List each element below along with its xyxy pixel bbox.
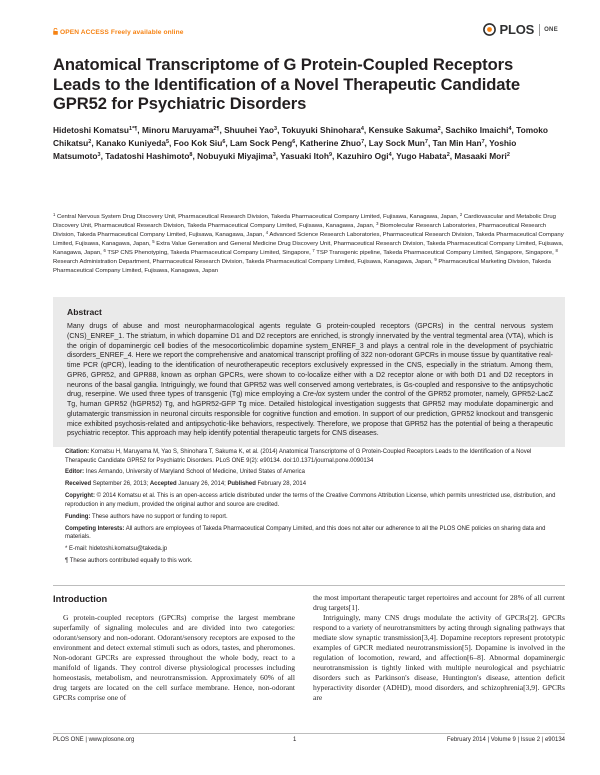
intro-right-column: [313, 593, 565, 704]
affiliation: [103, 250, 310, 256]
author-name: [337, 151, 392, 161]
author-list: Hidetoshi Komatsu$^{1*\P}$, Minoru Maruyama$^{2\P}$, Shuuhei Yao$^3$, Tokuyuki Shinohara$^4$, Kensuke Sakuma$^2$, Sachiko Imaichi$^4$, Tomoko Chikatsu$^2$, Kanako Kuniyeda$^5$, Foo Kok Siu$^6$, Lam Sock Peng$^6$, Katherine Zhuo$^7$, Lay Sock Mun$^7$, Tan Min Han$^7$, Yoshio Matsumoto$^3$, Tadatoshi Hashimoto$^8$, Nobuyuki Miyajima$^3$, Yasuaki Itoh$^9$, Kazuhiro Ogi$^4$, Yugo Habata$^2$, Masaaki Mori$^2$: [53, 125, 548, 162]
author-name: [369, 138, 428, 148]
footer-issue: Issue 2: [520, 737, 541, 743]
competing-text: All authors are employees of Takeda Pharmaceutical Company Limited, and this does not alter our adherence to all the PLOS ONE policies on sharing data and materials.: [65, 525, 546, 541]
footer-volume: Volume 9: [490, 737, 516, 743]
received-label: Received: [65, 481, 92, 488]
article-title: Anatomical Transcriptome of G Protein-Coupled Receptors Leads to the Identification of a Novel Therapeutic Candidate GPR52 for Psychiatric Disorders: [53, 55, 520, 113]
affiliation: [312, 250, 553, 256]
author-affiliation-mark: 3: [97, 152, 101, 159]
author-name-text: Yasuaki Itoh: [280, 151, 329, 162]
author-name-text: Yugo Habata: [396, 151, 447, 162]
author-name: [230, 138, 295, 148]
author-name: [280, 151, 332, 161]
footer-journal-url: PLOS ONE | www.plosone.org: [53, 737, 135, 743]
author-name-text: Minoru Maruyama: [141, 125, 214, 135]
accepted-date: January 26, 2014;: [178, 481, 226, 488]
author-name-text: Yoshio Matsumoto: [53, 138, 517, 162]
author-name-text: Kazuhiro Ogi: [336, 151, 389, 162]
author-affiliation-mark: 3: [272, 152, 276, 159]
affiliation-number: 4: [265, 230, 269, 235]
author-name-text: Lam Sock Peng: [230, 138, 293, 149]
copyright-label: Copyright:: [65, 493, 96, 500]
abstract-part-2: system under the control of the GPR52 promoter, namely, GPR52-LacZ Tg, human GPR52 (hGPR52) Tg, and hGPR52-GFP Tg mice. Detailed histological investigation suggests that GPR52 may modulate dopaminergic and glutamatergic transmission in neuronal circuits responsible for cognitive function and emotion. In support of our prediction, GPR52 knockout and transgenic mice exhibited psychosis-related and antipsychotic-like behaviors, respectively. Therefore, we propose that GPR52 has the potential of being a therapeutic psychiatric receptor. This approach may help identify potential therapeutic targets for CNS diseases.: [67, 391, 553, 438]
author-affiliation-mark: 2: [506, 152, 510, 159]
author-name: [300, 138, 364, 148]
affiliation-number: 1: [53, 212, 56, 217]
affiliation-number: 8: [555, 248, 558, 253]
affiliation-text: Extra Value Generation and General Medicine Drug Discovery Unit, Pharmaceutical Research Division, Takeda Pharmaceutical Company Limited, Fujisawa, Kanagawa, Japan,: [53, 241, 564, 256]
editor: [65, 468, 563, 477]
corresponding-email[interactable]: * E-mail: hidetoshi.komatsu@takeda.jp: [65, 546, 168, 553]
author-name-text: Lay Sock Mun: [368, 138, 425, 149]
plos-one-logo: [483, 22, 558, 37]
author-name: [53, 125, 137, 135]
author-name-text: Hidetoshi Komatsu: [53, 125, 130, 135]
author-affiliation-mark: 2¶: [213, 126, 220, 132]
author-name: [197, 151, 276, 161]
citation-text: Komatsu H, Maruyama M, Yao S, Shinohara T, Sakuma K, et al. (2014) Anatomical Transcriptome of G Protein-Coupled Receptors Leads to the Identification of a Novel Therapeutic Candidate GPR52 for Psychiatric Disorders. PLoS ONE 9(2): e90134. doi:10.1371/journal.pone.0090134: [65, 449, 532, 464]
abstract-box: [53, 297, 565, 447]
intro-paragraph-2: Intriguingly, many CNS drugs modulate the activity of GPCRs[2]. GPCRs respond to a variety of neurotransmitters by acting through signaling pathways that mediate slow synaptic transmission[3,4]. Dopamine receptors represent prototypic examples of GPCR mediated neurotransmission[5]. Dopamine is involved in the regulation of locomotion, reward, and affection[6–8]. Abnormal dopaminergic neurotransmission is tightly linked with multiple neurological and psychiatric disorders such as Parkinson's disease, Huntington's disease, attention deficit hyperactivity disorder (ADHD), mood disorders, and schizophrenia[3,9]. GPCRs are: [313, 613, 565, 703]
author-affiliation-mark: 2: [437, 126, 441, 132]
author-affiliation-mark: 2: [88, 139, 92, 146]
affiliation-number: 9: [434, 257, 437, 262]
affiliation: [53, 214, 458, 220]
author-affiliation-mark: 4: [508, 126, 512, 132]
author-name: [282, 125, 364, 135]
author-name: [445, 125, 511, 135]
affiliation-number: 6: [103, 248, 106, 253]
author-name: [369, 125, 441, 135]
footer-journal: PLOS ONE: [53, 737, 84, 743]
author-name-text: Tan Min Han: [432, 138, 482, 149]
introduction-heading: Introduction: [53, 594, 108, 604]
cre-lox-term: Cre-lox: [302, 391, 326, 399]
affiliation-number: 5: [152, 239, 155, 244]
editor-text: Ines Armando, University of Maryland School of Medicine, United States of America: [85, 469, 305, 476]
equal-contribution-note: ¶ These authors contributed equally to this work.: [65, 558, 193, 565]
author-name-text: Tokuyuki Shinohara: [281, 125, 361, 135]
author-affiliation-mark: 7: [361, 139, 365, 146]
plos-logo-text: PLOS: [499, 22, 535, 37]
author-affiliation-mark: 2: [446, 152, 450, 159]
intro-left-column: [53, 613, 295, 703]
author-name-text: Shuuhei Yao: [224, 125, 275, 135]
footer-divider: [53, 733, 565, 734]
author-affiliation-mark: 7: [481, 139, 485, 146]
affiliation-text: TSP Transgenic pipeline, Takeda Pharmaceutical Company Limited, Singapore, Singapore,: [314, 250, 554, 256]
author-name: [454, 151, 509, 161]
intro-paragraph-1: G protein-coupled receptors (GPCRs) comprise the largest membrane superfamily of signaling molecules and are divided into two categories: odorant/sensory and non-odorant. Odorant/sensory receptors are exposed to the environment and detect external stimuli such as odors, tastes, and pheromones. Non-odorant GPCRs are expressed throughout the whole body, react to a manifold of ligands. They control diverse physiological processes including homeostasis, metabolism, and neurotransmission. Approximately 60% of all drug targets are located on the cell surface membrane. Hence, non-odorant GPCRs comprise one of: [53, 613, 295, 703]
author-name: [433, 138, 485, 148]
author-affiliation-mark: 5: [165, 139, 170, 146]
author-affiliation-mark: 1*¶: [129, 126, 138, 132]
author-name: [174, 138, 226, 148]
author-affiliation-mark: 4: [388, 152, 392, 159]
funding-text: These authors have no support or funding to report.: [91, 513, 228, 520]
copyright-text: © 2014 Komatsu et al. This is an open-access article distributed under the terms of the Creative Commons Attribution License, which permits unrestricted use, distribution, and reproduction in any medium, provided the original author and source are credited.: [65, 493, 556, 508]
competing-label: Competing Interests:: [65, 525, 125, 532]
author-name-text: Kanako Kuniyeda: [95, 138, 166, 149]
section-divider: [53, 585, 565, 586]
article-metadata: [65, 448, 563, 569]
affiliation-text: Advanced Science Research Laboratories, Pharmaceutical Research Division, Takeda Pharmaceutical Company Limited, Fujisawa, Kanagawa, Japan,: [53, 232, 564, 247]
affiliation-list: [53, 213, 565, 276]
affiliation-number: 3: [376, 221, 379, 226]
published-label: Published: [227, 481, 256, 488]
affiliation-text: Central Nervous System Drug Discovery Unit, Pharmaceutical Research Division, Takeda Pharmaceutical Company Limited, Fujisawa, Kanagawa, Japan,: [55, 214, 459, 220]
open-label: OPEN: [60, 29, 80, 36]
copyright: [65, 492, 563, 509]
affiliation-number: 7: [312, 248, 315, 253]
published-date: February 28, 2014: [257, 481, 307, 488]
affiliation-text: Biomolecular Research Laboratories, Pharmaceutical Research Division, Takeda Pharmaceutical Company Limited, Fujisawa, Kanagawa, Japan,: [53, 223, 547, 238]
dates: [65, 480, 563, 489]
author-affiliation-mark: 8: [189, 152, 193, 159]
author-name-text: Tadatoshi Hashimoto: [105, 151, 190, 162]
access-label: ACCESS: [80, 29, 109, 36]
footer-url[interactable]: www.plosone.org: [88, 737, 135, 743]
footer-issue-info: February 2014 | Volume 9 | Issue 2 | e90134: [446, 737, 565, 743]
intro-paragraph-continued: the most important therapeutic target repertoires and account for 28% of all current drug targets[1].: [313, 593, 565, 613]
author-name-text: Nobuyuki Miyajima: [197, 151, 273, 162]
citation-label: Citation:: [65, 449, 90, 455]
plos-logo-mark-icon: [483, 23, 496, 36]
author-affiliation-mark: 9: [328, 152, 333, 159]
abstract-text: [67, 322, 553, 439]
citation: [65, 448, 563, 465]
received-date: September 26, 2013;: [92, 481, 149, 488]
funding-label: Funding:: [65, 513, 91, 520]
affiliation-number: 2: [459, 212, 463, 217]
affiliation-text: Research Administration Department, Pharmaceutical Research Division, Takeda Pharmaceutical Company Limited, Fujisawa, Kanagawa, Japan,: [53, 259, 433, 265]
author-name: [142, 125, 220, 135]
author-name: [396, 151, 450, 161]
author-name-text: Sachiko Imaichi: [445, 125, 509, 135]
author-name-text: Foo Kok Siu: [173, 138, 223, 149]
affiliation-text: TSP CNS Phenotyping, Takeda Pharmaceutical Company Limited, Singapore,: [105, 250, 311, 256]
author-affiliation-mark: 3: [274, 126, 278, 132]
competing-interests: [65, 525, 563, 542]
accepted-label: Accepted: [149, 481, 177, 488]
affiliation-text: Cardiovascular and Metabolic Drug Discovery Unit, Pharmaceutical Research Division, Takeda Pharmaceutical Company Limited, Fujisawa, Kanagawa, Japan,: [53, 214, 556, 229]
abstract-heading: Abstract: [67, 307, 102, 317]
author-name: [105, 151, 192, 161]
editor-label: Editor:: [65, 469, 85, 476]
author-name-text: Katherine Zhuo: [299, 138, 362, 149]
affiliation-text: Pharmaceutical Marketing Division, Takeda Pharmaceutical Company Limited, Fujisawa, Kanagawa, Japan: [53, 259, 551, 274]
abstract-part-1: Many drugs of abuse and most neuropharmacological agents regulate G protein-coupled receptors (GPCRs) in the central nervous system (CNS)_ENREF_1. The striatum, in which dopamine D1 and D2 receptors are enriched, is strongly innervated by the ventral tegmental area (VTA), which is the origin of dopaminergic cell bodies of the mesocorticolimbic dopamine system_ENREF_3 and plays a central role in the development of psychiatric disorders_ENREF_4. Here we report the comprehensive and anatomical transcript profiling of 322 non-odorant GPCRs in mouse tissue by quantitative real-time PCR (qPCR), leading to the identification of neurotherapeutic receptors exclusively expressed in the CNS, especially in the striatum. Among them, GPR6, GPR52, and GPR88, known as orphan GPCRs, were shown to co-localize either with a D2 receptor alone or with both D1 and D2 receptors in neurons of the basal ganglia. Intriguingly, we found that GPR52 was well conserved among vertebrates, is Gs-coupled and responsive to the antipsychotic drug, reserpine. We used three types of transgenic (Tg) mice employing a: [67, 323, 553, 399]
logo-divider: [539, 24, 540, 36]
author-affiliation-mark: 6: [222, 139, 226, 146]
footer-date: February 2014: [446, 737, 486, 743]
freely-available-label: Freely available online: [110, 29, 184, 36]
open-lock-icon: [53, 28, 58, 37]
author-name-text: Kensuke Sakuma: [368, 125, 438, 135]
author-name: [224, 125, 277, 135]
author-affiliation-mark: 4: [360, 126, 364, 132]
funding: [65, 513, 563, 522]
one-logo-text: ONE: [544, 26, 558, 33]
author-name: [96, 138, 169, 148]
open-access-banner: [53, 28, 183, 37]
author-affiliation-mark: 7: [424, 139, 428, 146]
author-name-text: Tomoko Chikatsu: [53, 125, 548, 149]
author-name-text: Masaaki Mori: [454, 151, 507, 162]
footer-article-id: e90134: [544, 737, 565, 743]
author-affiliation-mark: 6: [292, 139, 296, 146]
page-number: 1: [293, 737, 297, 743]
